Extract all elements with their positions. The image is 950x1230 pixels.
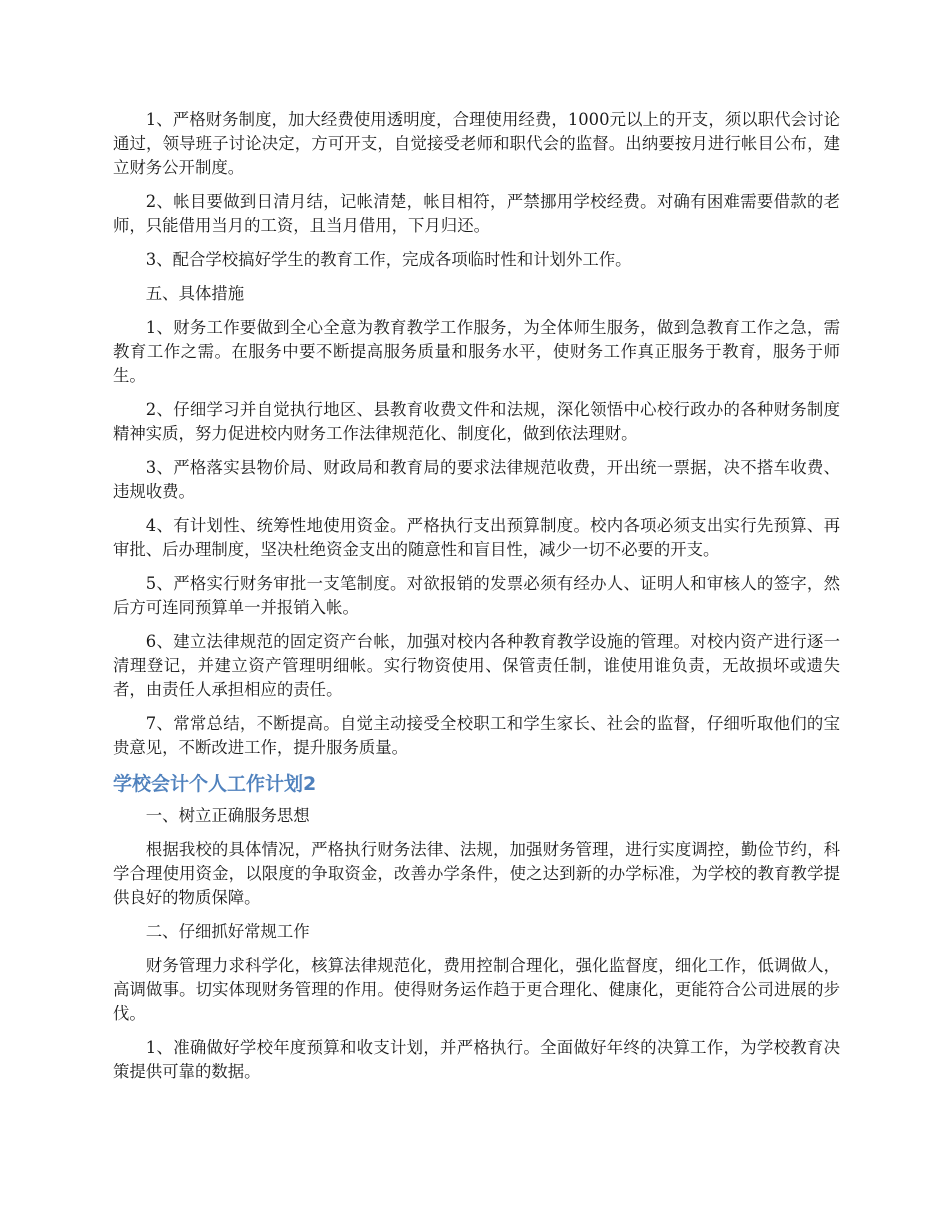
subheading: 二、仔细抓好常规工作 <box>145 922 310 941</box>
section-title: 学校会计个人工作计划2 <box>113 773 317 795</box>
paragraph: 1、严格财务制度，加大经费使用透明度，合理使用经费，1000元以上的开支，须以职代会讨论通过，领导班子讨论决定，方可开支，自觉接受老师和职代会的监督。出纳要按月进行帐目公布，建立财务公开制度。 <box>113 110 840 177</box>
subheading: 一、树立正确服务思想 <box>145 806 310 825</box>
paragraph: 3、严格落实县物价局、财政局和教育局的要求法律规范收费，开出统一票据，决不搭车收费、违规收费。 <box>113 458 840 501</box>
document-page <box>113 108 840 1094</box>
paragraph: 5、严格实行财务审批一支笔制度。对欲报销的发票必须有经办人、证明人和审核人的签字，然后方可连同预算单一并报销入帐。 <box>113 574 840 617</box>
paragraph: 3、配合学校搞好学生的教育工作，完成各项临时性和计划外工作。 <box>145 250 632 269</box>
paragraph: 4、有计划性、统筹性地使用资金。严格执行支出预算制度。校内各项必须支出实行先预算、再审批、后办理制度，坚决杜绝资金支出的随意性和盲目性，减少一切不必要的开支。 <box>113 516 840 559</box>
paragraph: 财务管理力求科学化，核算法律规范化，费用控制合理化，强化监督度，细化工作，低调做人，高调做事。切实体现财务管理的作用。使得财务运作趋于更合理化、健康化，更能符合公司进展的步伐。 <box>113 956 840 1023</box>
paragraph: 1、财务工作要做到全心全意为教育教学工作服务，为全体师生服务，做到急教育工作之急，需教育工作之需。在服务中要不断提高服务质量和服务水平，使财务工作真正服务于教育，服务于师生。 <box>113 318 840 385</box>
paragraph: 7、常常总结，不断提高。自觉主动接受全校职工和学生家长、社会的监督，仔细听取他们的宝贵意见，不断改进工作，提升服务质量。 <box>113 714 840 757</box>
paragraph: 1、准确做好学校年度预算和收支计划，并严格执行。全面做好年终的决算工作，为学校教育决策提供可靠的数据。 <box>113 1038 840 1081</box>
paragraph: 根据我校的具体情况，严格执行财务法律、法规，加强财务管理，进行实度调控，勤俭节约，科学合理使用资金，以限度的争取资金，改善办学条件，使之达到新的办学标准，为学校的教育教学提供良好的物质保障。 <box>113 840 840 907</box>
paragraph: 2、帐目要做到日清月结，记帐清楚，帐目相符，严禁挪用学校经费。对确有困难需要借款的老师，只能借用当月的工资，且当月借用，下月归还。 <box>113 192 840 235</box>
paragraph: 2、仔细学习并自觉执行地区、县教育收费文件和法规，深化领悟中心校行政办的各种财务制度精神实质，努力促进校内财务工作法律规范化、制度化，做到依法理财。 <box>113 400 840 443</box>
subheading: 五、具体措施 <box>145 284 245 303</box>
paragraph: 6、建立法律规范的固定资产台帐，加强对校内各种教育教学设施的管理。对校内资产进行逐一清理登记，并建立资产管理明细帐。实行物资使用、保管责任制，谁使用谁负责，无故损坏或遗失者，由责任人承担相应的责任。 <box>113 632 840 699</box>
